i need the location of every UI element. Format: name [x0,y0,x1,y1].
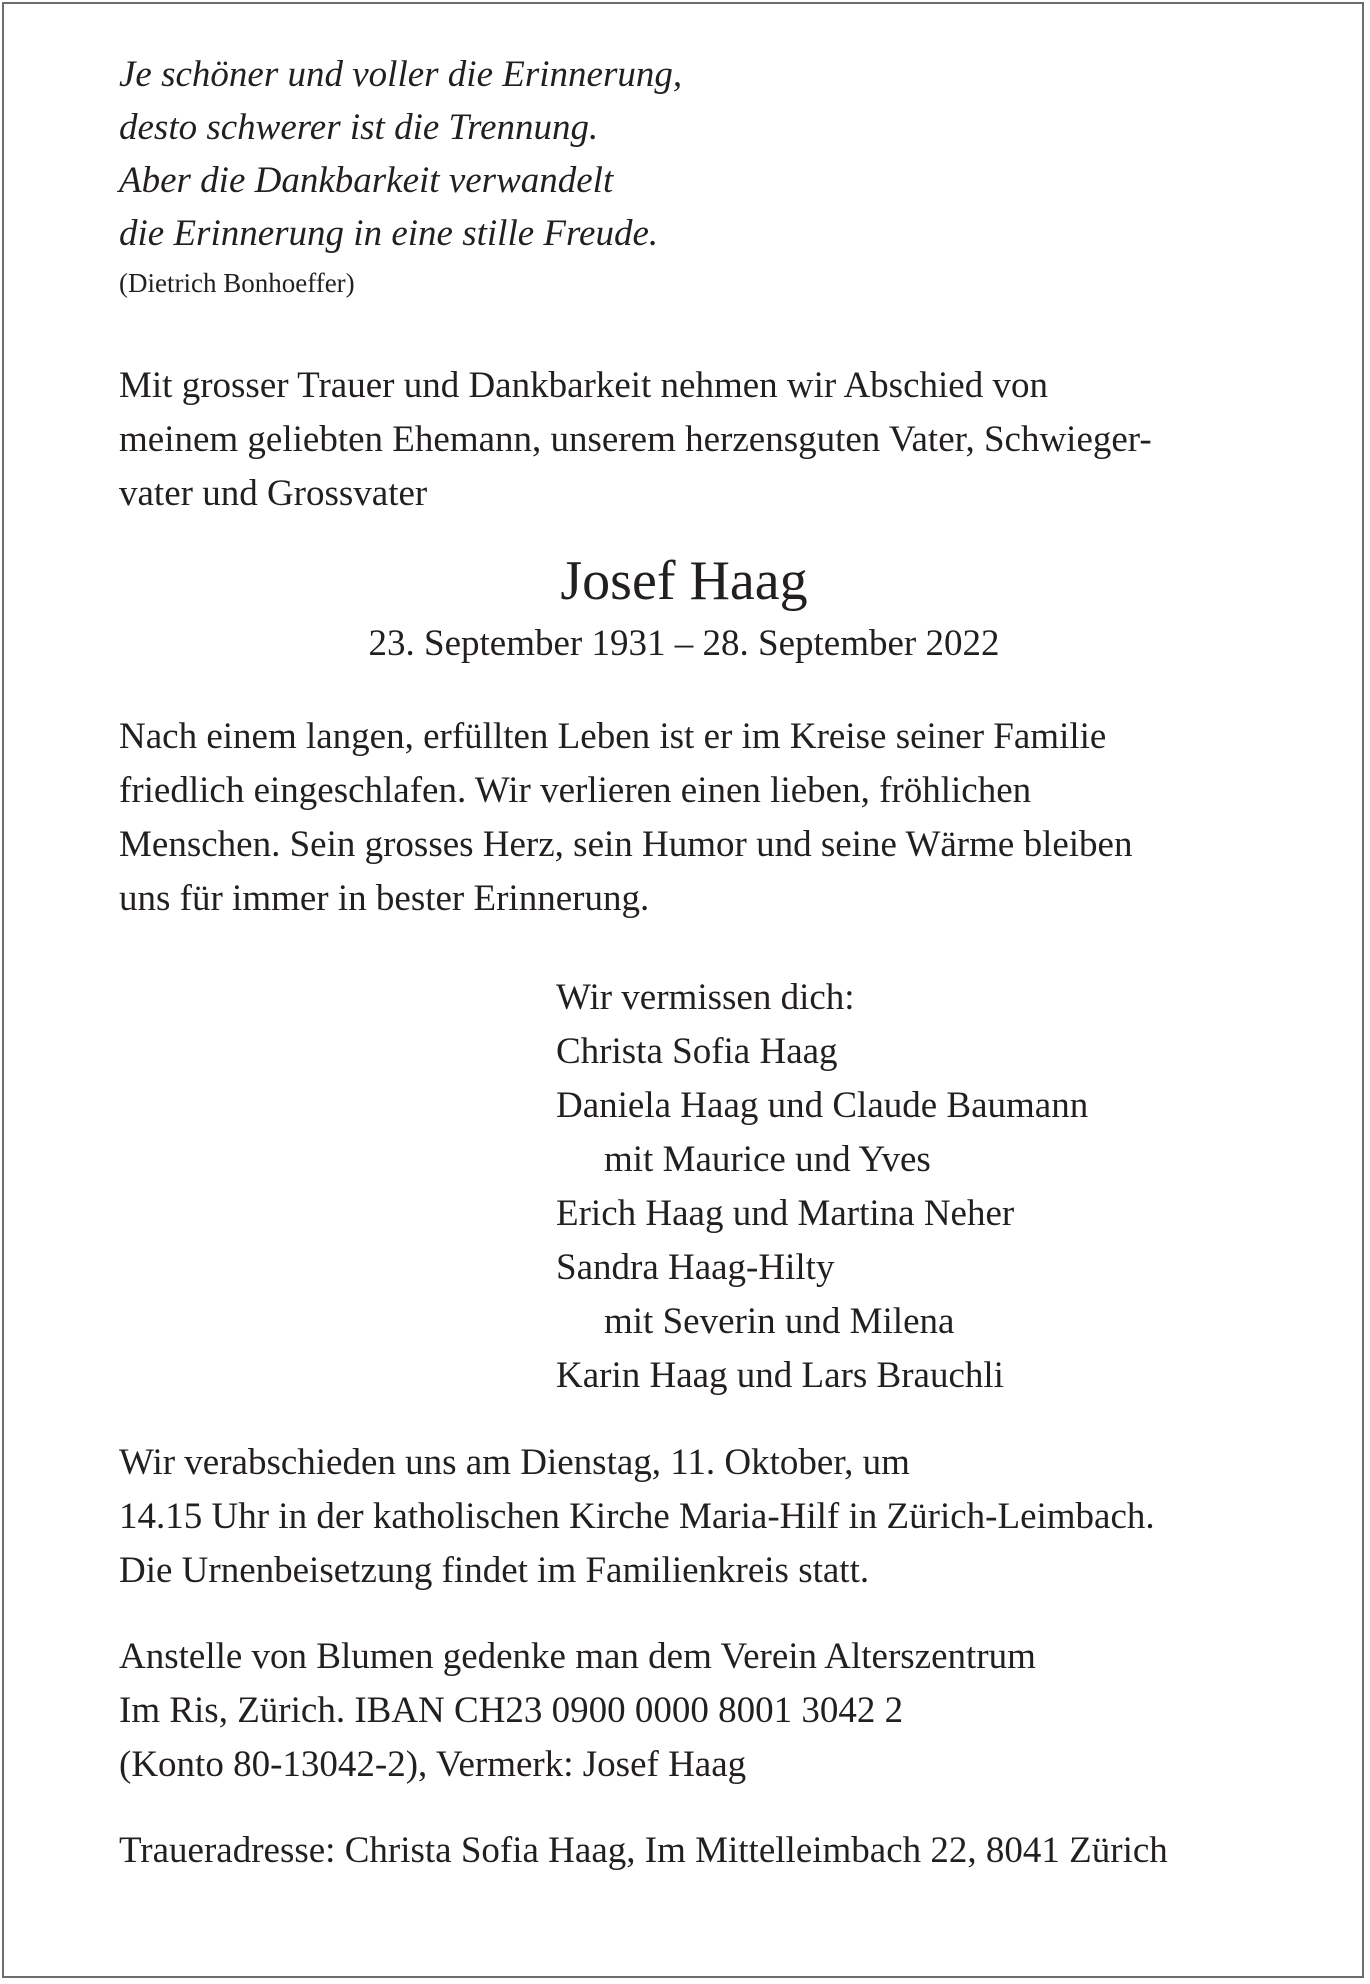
quote-line: die Erinnerung in eine stille Freude. [119,213,659,254]
quote-line: Aber die Dankbarkeit verwandelt [119,160,614,201]
tribute-line: uns für immer in bester Erinnerung. [119,878,650,919]
intro-line: Mit grosser Trauer und Dankbarkeit nehmen wir Abschied von [119,365,1048,406]
family-heading: Wir vermissen dich: [556,977,855,1018]
service-line: Die Urnenbeisetzung findet im Familienkreis statt. [119,1550,870,1591]
family-member-children: mit Severin und Milena [604,1301,955,1342]
obituary-notice [119,48,1259,1878]
family-member-children: mit Maurice und Yves [604,1139,931,1180]
tribute-line: friedlich eingeschlafen. Wir verlieren einen lieben, fröhlichen [119,770,1032,811]
mourning-address [119,1824,1259,1878]
service-line: 14.15 Uhr in der katholischen Kirche Maria-Hilf in Zürich-Leimbach. [119,1496,1155,1537]
family-member: Christa Sofia Haag [556,1031,838,1072]
life-dates: 23. September 1931 – 28. September 2022 [368,623,1000,664]
tribute-line: Menschen. Sein grosses Herz, sein Humor und seine Wärme bleiben [119,824,1133,865]
quote-line: Je schöner und voller die Erinnerung, [119,54,683,95]
quote-author: (Dietrich Bonhoeffer) [119,268,355,298]
family-list [556,971,1259,1403]
donation-line: Im Ris, Zürich. IBAN CH23 0900 0000 8001 3042 2 [119,1690,904,1731]
quote-line: desto schwerer ist die Trennung. [119,107,599,148]
donation-line: Anstelle von Blumen gedenke man dem Verein Alterszentrum [119,1636,1036,1677]
tribute-line: Nach einem langen, erfüllten Leben ist er im Kreise seiner Familie [119,716,1107,757]
service-line: Wir verabschieden uns am Dienstag, 11. Oktober, um [119,1442,910,1483]
family-member: Karin Haag und Lars Brauchli [556,1355,1004,1396]
family-member: Daniela Haag und Claude Baumann [556,1085,1089,1126]
donation-line: (Konto 80-13042-2), Vermerk: Josef Haag [119,1744,747,1785]
deceased-name: Josef Haag [560,550,808,612]
service-paragraph [119,1436,1259,1598]
donation-paragraph [119,1630,1259,1792]
quote-block [119,48,1259,303]
family-member: Erich Haag und Martina Neher [556,1193,1015,1234]
family-member: Sandra Haag-Hilty [556,1247,835,1288]
intro-paragraph [119,359,1259,521]
intro-line: meinem geliebten Ehemann, unserem herzensguten Vater, Schwieger- [119,419,1152,460]
intro-line: vater und Grossvater [119,473,428,514]
tribute-paragraph [119,710,1259,926]
address-line: Traueradresse: Christa Sofia Haag, Im Mittelleimbach 22, 8041 Zürich [119,1830,1168,1871]
